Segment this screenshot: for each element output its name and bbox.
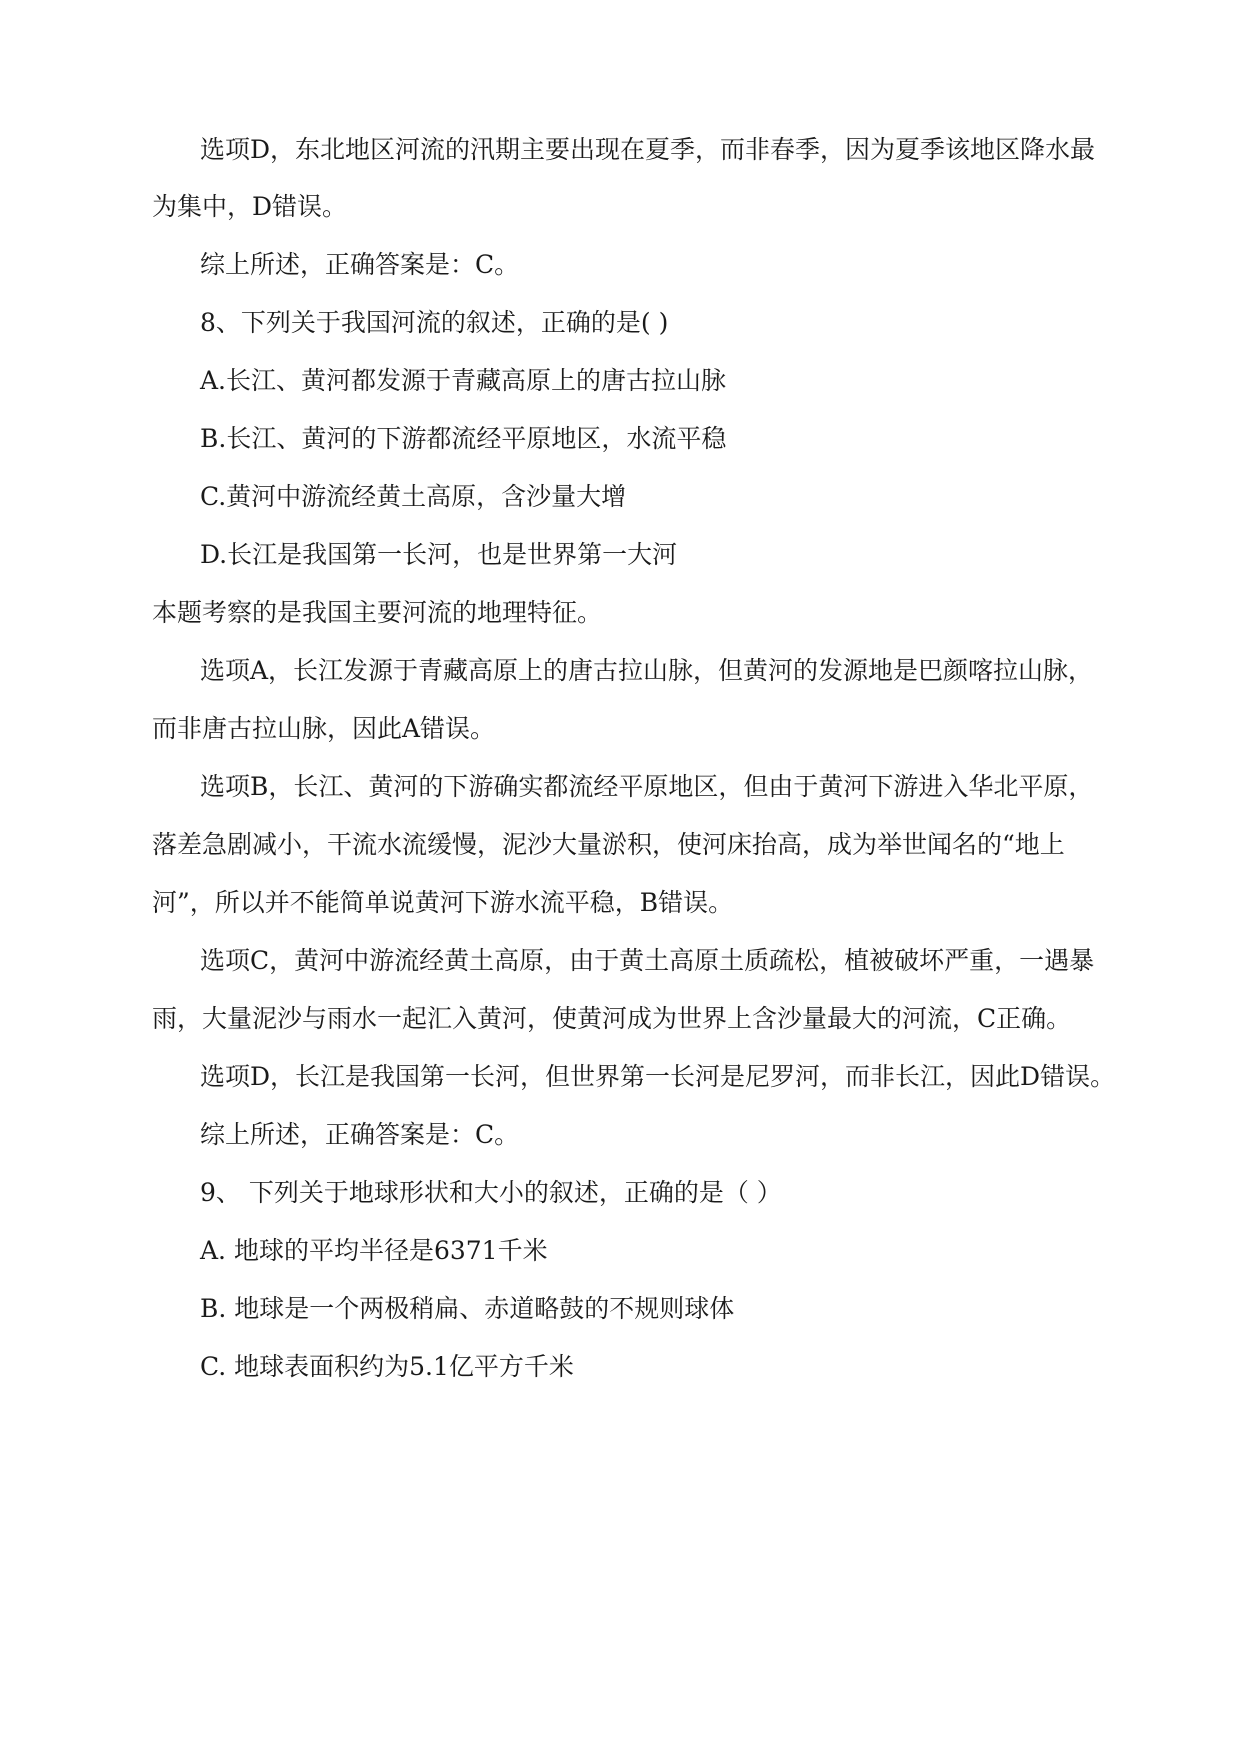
paragraph-line: 综上所述，正确答案是：C。 [200, 250, 520, 279]
question-title: 8、下列关于我国河流的叙述，正确的是( ) [200, 308, 669, 337]
paragraph-line: 而非唐古拉山脉，因此A错误。 [152, 714, 496, 743]
option-d: D.长江是我国第一长河，也是世界第一大河 [200, 540, 678, 569]
paragraph-line: 选项B，长江、黄河的下游确实都流经平原地区，但由于黄河下游进入华北平原， [200, 772, 1094, 801]
option-a: A. 地球的平均半径是6371千米 [200, 1236, 548, 1265]
option-c: C. 地球表面积约为5.1亿平方千米 [200, 1352, 574, 1381]
paragraph-line: 河”，所以并不能简单说黄河下游水流平稳，B错误。 [152, 888, 734, 917]
paragraph-line: 选项A，长江发源于青藏高原上的唐古拉山脉，但黄河的发源地是巴颜喀拉山脉， [200, 656, 1094, 685]
paragraph-line: 选项D，长江是我国第一长河，但世界第一长河是尼罗河，而非长江，因此D错误。 [200, 1062, 1116, 1091]
option-b: B. 地球是一个两极稍扁、赤道略鼓的不规则球体 [200, 1294, 735, 1323]
paragraph-line: 本题考察的是我国主要河流的地理特征。 [152, 598, 603, 627]
question-title: 9、 下列关于地球形状和大小的叙述，正确的是（ ） [200, 1178, 782, 1207]
option-a: A.长江、黄河都发源于青藏高原上的唐古拉山脉 [200, 366, 727, 395]
paragraph-line: 综上所述，正确答案是：C。 [200, 1120, 520, 1149]
option-b: B.长江、黄河的下游都流经平原地区，水流平稳 [200, 424, 727, 453]
option-c: C.黄河中游流经黄土高原，含沙量大增 [200, 482, 627, 511]
paragraph-line: 选项D，东北地区河流的汛期主要出现在夏季，而非春季，因为夏季该地区降水最 [200, 135, 1096, 164]
paragraph-line: 雨，大量泥沙与雨水一起汇入黄河，使黄河成为世界上含沙量最大的河流，C正确。 [152, 1004, 1072, 1033]
paragraph-line: 落差急剧减小，干流水流缓慢，泥沙大量淤积，使河床抬高，成为举世闻名的“地上 [152, 830, 1065, 859]
paragraph-line: 为集中，D错误。 [152, 192, 348, 221]
paragraph-line: 选项C，黄河中游流经黄土高原，由于黄土高原土质疏松，植被破坏严重，一遇暴 [200, 946, 1095, 975]
